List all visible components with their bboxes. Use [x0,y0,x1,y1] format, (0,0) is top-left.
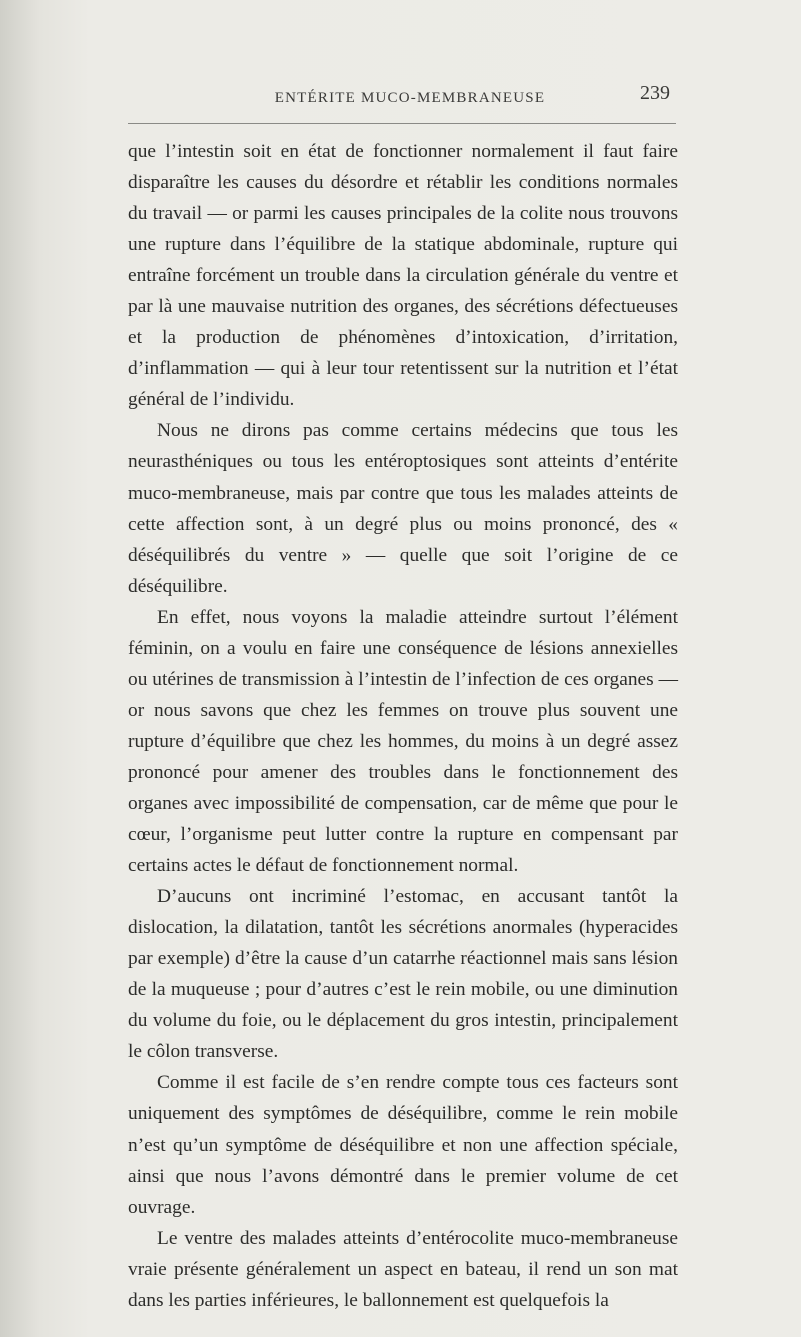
running-header: ENTÉRITE MUCO-MEMBRANEUSE [274,90,546,106]
paragraph: D’aucuns ont incriminé l’estomac, en accusant tantôt la dislocation, la dilatation, tantôt les sécrétions anormales (hyperacides par exemple) d’être la cause d’un catarrhe réactionnel mais sans lésion de la muqueuse ; pour d’autres c’est le rein mobile, ou une diminution du volume du foie, ou le déplacement du gros intestin, principalement le côlon transverse. [128,886,678,1063]
paragraph: que l’intestin soit en état de fonctionner normalement il faut faire disparaître les causes du désordre et rétablir les conditions normales du travail — or parmi les causes principales de la colite nous trouvons une rupture dans l’équilibre de la statique abdominale, rupture qui entraîne forcément un trouble dans la circulation générale du ventre et par là une mauvaise nutrition des organes, des sécrétions défectueuses et la production de phénomènes d’intoxication, d’irritation, d’inflammation — qui à leur tour retentissent sur la nutrition et l’état général de l’individu. [128,141,678,411]
paragraph: Nous ne dirons pas comme certains médecins que tous les neurasthéniques ou tous les entéroptosiques sont atteints d’entérite muco-membraneuse, mais par contre que tous les malades atteints de cette affection sont, à un degré plus ou moins prononcé, des « déséquilibrés du ventre » — quelle que soit l’origine de ce déséquilibre. [128,420,678,597]
paragraph: Comme il est facile de s’en rendre compte tous ces facteurs sont uniquement des symptômes de déséquilibre, comme le rein mobile n’est qu’un symptôme de déséquilibre et non une affection spéciale, ainsi que nous l’avons démontré dans le premier volume de cet ouvrage. [128,1072,678,1218]
paragraph: En effet, nous voyons la maladie atteindre surtout l’élément féminin, on a voulu en faire une conséquence de lésions annexielles ou utérines de transmission à l’intestin de l’infection de ces organes — or nous savons que chez les femmes on trouve plus souvent une rupture d’équilibre que chez les hommes, du moins à un degré assez prononcé pour amener des troubles dans le fonctionnement des organes avec impossibilité de compensation, car de même que pour le cœur, l’organisme peut lutter contre la rupture en compensant par certains actes le défaut de fonctionnement normal. [128,606,678,877]
header-rule [128,123,676,124]
paragraph: Le ventre des malades atteints d’entérocolite muco-membraneuse vraie présente généralement un aspect en bateau, il rend un son mat dans les parties inférieures, le ballonnement est quelquefois la [128,1227,678,1311]
body-text [128,136,678,1316]
page-number: 239 [640,82,670,104]
